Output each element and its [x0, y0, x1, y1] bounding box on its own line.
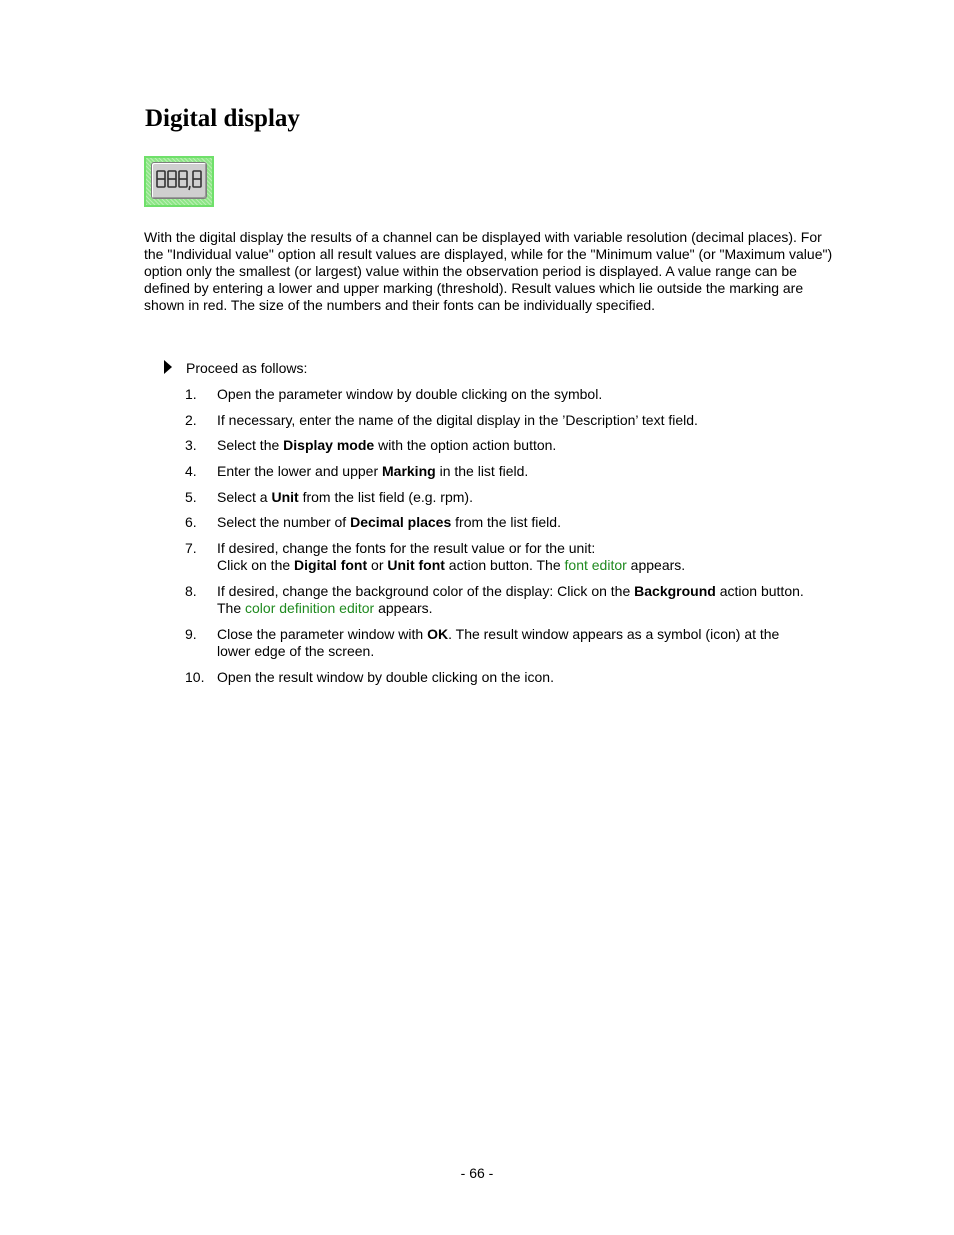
- step-text: Close the parameter window with OK. The result window appears as a symbol (icon) at the lower edge of the screen.: [217, 626, 780, 659]
- step-text: Select the Display mode with the option action button.: [217, 437, 557, 453]
- ui-term: Decimal places: [350, 514, 452, 530]
- ui-term: Background: [634, 583, 716, 599]
- proceed-text: Proceed as follows:: [186, 360, 308, 376]
- color-definition-editor-link[interactable]: color definition editor: [245, 600, 375, 616]
- step-text: If desired, change the fonts for the result value or for the unit: Click on the Digital font or Unit font action button. The font editor appears.: [217, 540, 686, 573]
- font-editor-link[interactable]: font editor: [564, 557, 627, 573]
- step-number: 1.: [185, 386, 197, 402]
- ui-term: Unit font: [387, 557, 445, 573]
- step-text: If desired, change the background color of the display: Click on the Background action button. The color definition editor appears.: [217, 583, 804, 616]
- digital-display-icon: [144, 156, 214, 207]
- seven-segment-digits-icon: [155, 166, 205, 196]
- step-number: 3.: [185, 437, 197, 453]
- step-number: 8.: [185, 583, 197, 599]
- step-text: Select a Unit from the list field (e.g. rpm).: [217, 489, 473, 505]
- step-number: 7.: [185, 540, 197, 556]
- proceed-heading: [164, 360, 307, 377]
- page-number: - 66 -: [460, 1165, 494, 1181]
- triangle-bullet-icon: [164, 360, 172, 374]
- step-text: Open the result window by double clicking on the icon.: [217, 669, 554, 685]
- ui-term: OK: [427, 626, 449, 642]
- ui-term: Digital font: [294, 557, 368, 573]
- ui-term: Marking: [382, 463, 436, 479]
- step-number: 5.: [185, 489, 197, 505]
- step-text: If necessary, enter the name of the digital display in the ’Description’ text field.: [217, 412, 698, 428]
- step-number: 2.: [185, 412, 197, 428]
- step-number: 6.: [185, 514, 197, 530]
- page-title: Digital display: [145, 105, 300, 132]
- step-text: Enter the lower and upper Marking in the list field.: [217, 463, 529, 479]
- intro-paragraph: With the digital display the results of a channel can be displayed with variable resolution (decimal places). For the "Individual value" option all result values are displayed, while for the "Minimum value" (or "Maximum value") option only the smallest (or largest) value within the observation period is displayed. A value range can be defined by entering a lower and upper marking (threshold). Result values which lie outside the marking are shown in red. The size of the numbers and their fonts can be individually specified.: [144, 229, 833, 313]
- ui-term: Unit: [271, 489, 299, 505]
- step-number: 4.: [185, 463, 197, 479]
- step-number: 10.: [185, 669, 205, 685]
- step-number: 9.: [185, 626, 197, 642]
- digital-display-face: [151, 162, 207, 199]
- step-text: Select the number of Decimal places from the list field.: [217, 514, 561, 530]
- step-text: Open the parameter window by double clicking on the symbol.: [217, 386, 603, 402]
- ui-term: Display mode: [283, 437, 375, 453]
